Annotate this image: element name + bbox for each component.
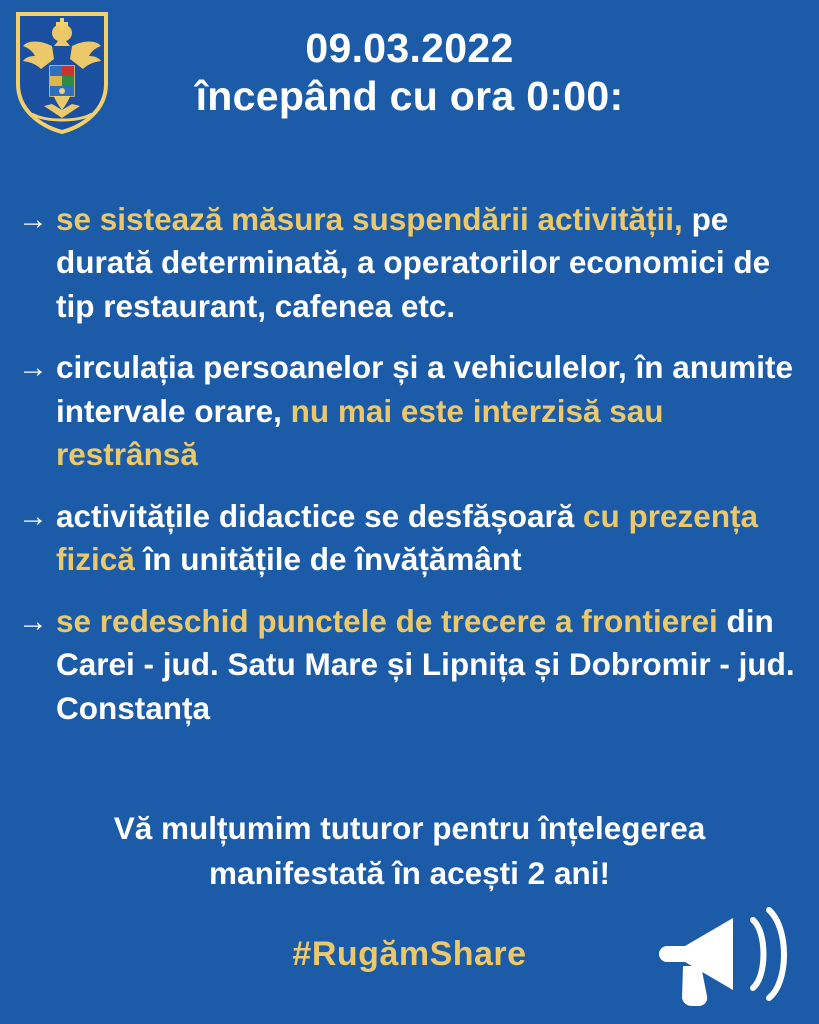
arrow-icon: → (18, 604, 48, 638)
list-item-text-part: nu mai este interzisă sau restrânsă (56, 392, 664, 473)
list-item-text-part: pe durată determinată, a operatorilor economici de tip restaurant, cafenea etc. (56, 201, 771, 324)
thanks-message: Vă mulțumim tuturor pentru înțelegerea manifestată în acești 2 ani! (113, 810, 706, 891)
list-item-text (56, 600, 802, 730)
header-date: 09.03.2022 (305, 25, 514, 71)
list-item-text-part: cu prezența fizică (56, 497, 759, 578)
measures-list (18, 198, 802, 748)
list-item-text (56, 346, 802, 476)
megaphone-icon (649, 902, 799, 1014)
list-item-text (56, 198, 802, 328)
list-item (18, 495, 802, 582)
arrow-icon: → (18, 351, 48, 385)
hashtag: #RugămShare (292, 935, 527, 973)
list-item-text-part: se sistează măsura suspendării activității, (56, 201, 683, 237)
poster-header (0, 24, 819, 121)
list-item (18, 198, 802, 328)
list-item-text-part: se redeschid punctele de trecere a frontierei (56, 602, 718, 639)
list-item-text-part: activitățile didactice se desfășoară (56, 497, 584, 534)
arrow-icon: → (18, 499, 48, 533)
list-item (18, 600, 802, 730)
list-item (18, 346, 802, 476)
list-item-text-part: circulația persoanelor și a vehiculelor, în anumite intervale orare, (56, 349, 794, 429)
list-item-text (56, 495, 802, 582)
list-item-text-part: din Carei - jud. Satu Mare și Lipnița și Dobromir - jud. Constanța (56, 602, 795, 726)
header-subtitle: începând cu ora 0:00: (195, 73, 624, 120)
list-item-text-part: în unitățile de învățământ (134, 541, 522, 578)
arrow-icon: → (18, 203, 48, 236)
